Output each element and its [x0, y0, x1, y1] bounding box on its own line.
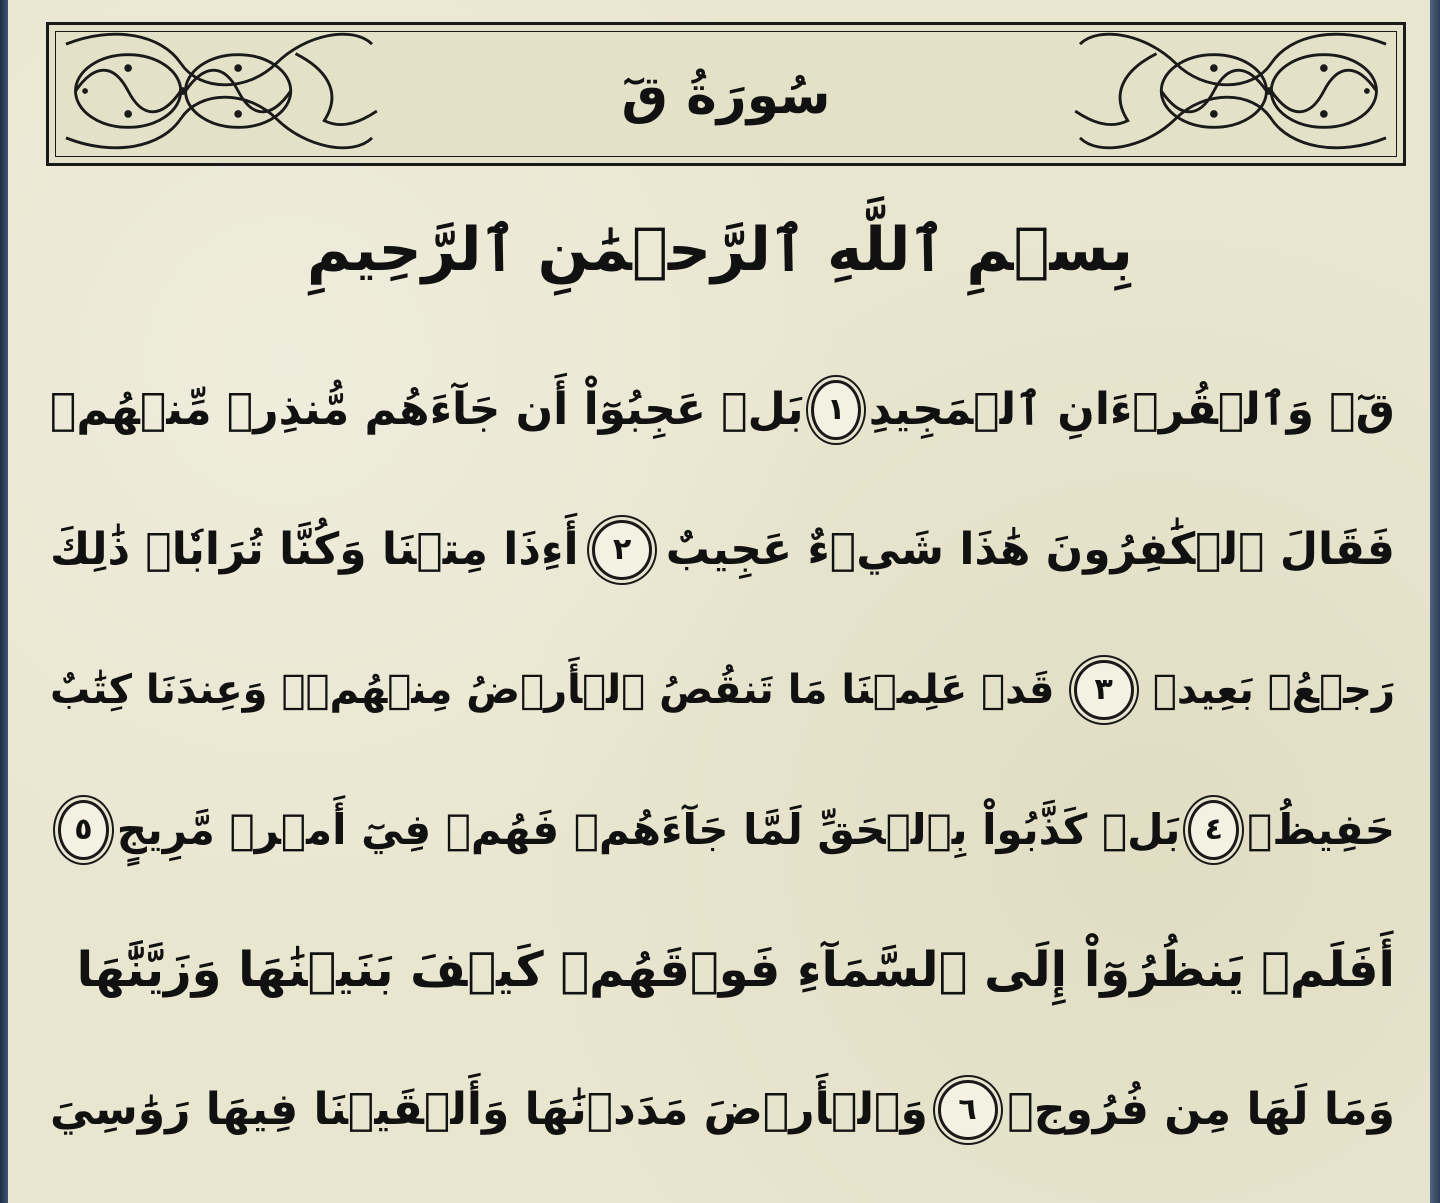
verse-text: رَجۡعُۢ بَعِيدٞ [1152, 667, 1395, 713]
verse-text: بَلۡ عَجِبُوٓاْ أَن جَآءَهُم مُّنذِرٞ مِّنۡهُمۡ [50, 384, 804, 435]
verse-text: بَلۡ كَذَّبُواْ بِٱلۡحَقِّ لَمَّا جَآءَهُمۡ فَهُمۡ فِيٓ أَمۡرٖ مَّرِيجٍ [116, 805, 1181, 854]
verse-text: أَءِذَا مِتۡنَا وَكُنَّا تُرَابٗاۖ ذَٰلِكَ [50, 524, 579, 575]
verse-text: وَٱلۡأَرۡضَ مَدَدۡنَٰهَا وَأَلۡقَيۡنَا فِيهَا رَوَٰسِيَ [50, 1084, 928, 1135]
surah-title: سُورَةُ قٓ [621, 66, 831, 126]
ayah-number-marker: ١ [811, 380, 860, 440]
verse-line-6 [50, 1040, 1395, 1180]
verse-text: قَدۡ عَلِمۡنَا مَا تَنقُصُ ٱلۡأَرۡضُ مِنۡهُمۡۖ وَعِندَنَا كِتَٰبٌ [50, 667, 1055, 713]
verse-text: أَفَلَمۡ يَنظُرُوٓاْ إِلَى ٱلسَّمَآءِ فَوۡقَهُمۡ كَيۡفَ بَنَيۡنَٰهَا وَزَيَّنَّٰهَا [76, 942, 1395, 998]
verse-line-1 [50, 340, 1395, 480]
ayah-number-marker: ٥ [58, 800, 109, 860]
verse-text: حَفِيظُۢ [1247, 805, 1395, 854]
verse-text: فَقَالَ ٱلۡكَٰفِرُونَ هَٰذَا شَيۡءٌ عَجِيبٌ [665, 524, 1395, 575]
basmala: بِسۡمِ ٱللَّهِ ٱلرَّحۡمَٰنِ ٱلرَّحِيمِ [306, 215, 1134, 285]
verse-line-2 [50, 480, 1395, 620]
verse-text: قٓۚ وَٱلۡقُرۡءَانِ ٱلۡمَجِيدِ [868, 384, 1395, 435]
ayah-number-marker: ٢ [592, 520, 652, 580]
verse-text: وَمَا لَهَا مِن فُرُوجٖ [1007, 1084, 1395, 1135]
verse-line-3 [50, 620, 1395, 760]
verse-line-4 [50, 760, 1395, 900]
verse-lines [50, 340, 1395, 1180]
left-window-edge [0, 0, 8, 1203]
right-window-edge [1430, 0, 1440, 1203]
ayah-number-marker: ٤ [1188, 800, 1239, 860]
surah-header-frame [46, 22, 1406, 166]
ayah-number-marker: ٣ [1074, 660, 1134, 720]
ayah-number-marker: ٦ [938, 1080, 998, 1140]
verse-line-5 [50, 900, 1395, 1040]
